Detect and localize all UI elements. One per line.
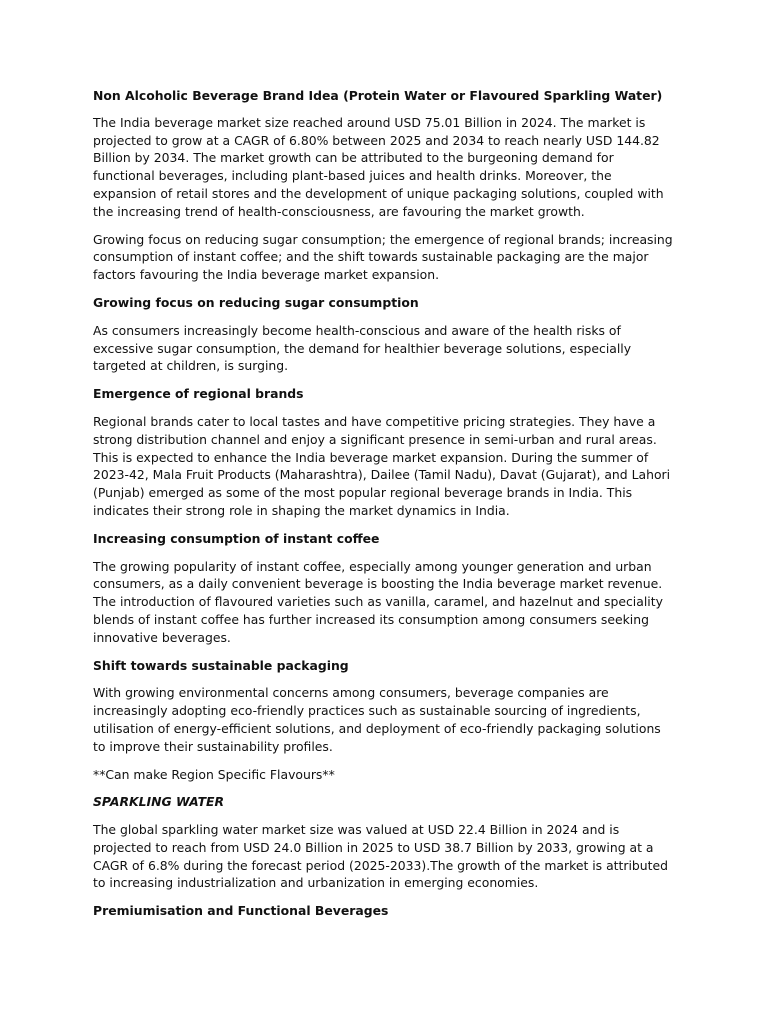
section-heading-sustainable-packaging: Shift towards sustainable packaging xyxy=(93,657,349,673)
premiumisation-heading: Premiumisation and Functional Beverages xyxy=(93,903,389,919)
document-title: Non Alcoholic Beverage Brand Idea (Protein Water or Flavoured Sparkling Water) xyxy=(93,88,663,103)
region-flavours-note: **Can make Region Specific Flavours** xyxy=(93,766,335,782)
section-heading-instant-coffee: Increasing consumption of instant coffee xyxy=(93,530,380,546)
sparkling-water-heading: SPARKLING WATER xyxy=(93,794,225,810)
section-body-sustainable-packaging: With growing environmental concerns among consumers, beverage companies are increasingly adopting eco-friendly practices such as sustainable sourcing of ingredients, utilisation of energy-efficient solutions, and deployment of eco-friendly packaging solutions to improve their sustainability profiles. xyxy=(93,685,661,754)
section-heading-regional-brands: Emergence of regional brands xyxy=(93,386,304,402)
intro-paragraph-1: The India beverage market size reached around USD 75.01 Billion in 2024. The market is projected to grow at a CAGR of 6.80% between 2025 and 2034 to reach nearly USD 144.82 Billion by 2034. The market growth can be attributed to the burgeoning demand for functional beverages, including plant-based juices and health drinks. Moreover, the expansion of retail stores and the development of unique packaging solutions, coupled with the increasing trend of health-consciousness, are favouring the market growth. xyxy=(93,114,664,219)
section-heading-sugar: Growing focus on reducing sugar consumption xyxy=(93,294,419,310)
section-body-regional-brands: Regional brands cater to local tastes and have competitive pricing strategies. They have a strong distribution channel and enjoy a significant presence in semi-urban and rural areas. This is expected to enhance the India beverage market expansion. During the summer of 2023-42, Mala Fruit Products (Maharashtra), Dailee (Tamil Nadu), Davat (Gujarat), and Lahori (Punjab) emerged as some of the most popular regional beverage brands in India. This indicates their strong role in shaping the market dynamics in India. xyxy=(93,413,671,518)
section-body-instant-coffee: The growing popularity of instant coffee, especially among younger generation and urban consumers, as a daily convenient beverage is boosting the India beverage market revenue. The introduction of flavoured varieties such as vanilla, caramel, and hazelnut and speciality blends of instant coffee has further increased its consumption among consumers seeking innovative beverages. xyxy=(93,558,663,645)
section-body-sugar: As consumers increasingly become health-conscious and aware of the health risks of excessive sugar consumption, the demand for healthier beverage solutions, especially targeted at children, is surging. xyxy=(93,322,632,374)
sparkling-water-paragraph: The global sparkling water market size was valued at USD 22.4 Billion in 2024 and is projected to reach from USD 24.0 Billion in 2025 to USD 38.7 Billion by 2033, growing at a CAGR of 6.8% during the forecast period (2025-2033).The growth of the market is attributed to increasing industrialization and urbanization in emerging economies. xyxy=(93,822,668,891)
intro-paragraph-2: Growing focus on reducing sugar consumption; the emergence of regional brands; increasing consumption of instant coffee; and the shift towards sustainable packaging are the major factors favouring the India beverage market expansion. xyxy=(93,231,673,283)
